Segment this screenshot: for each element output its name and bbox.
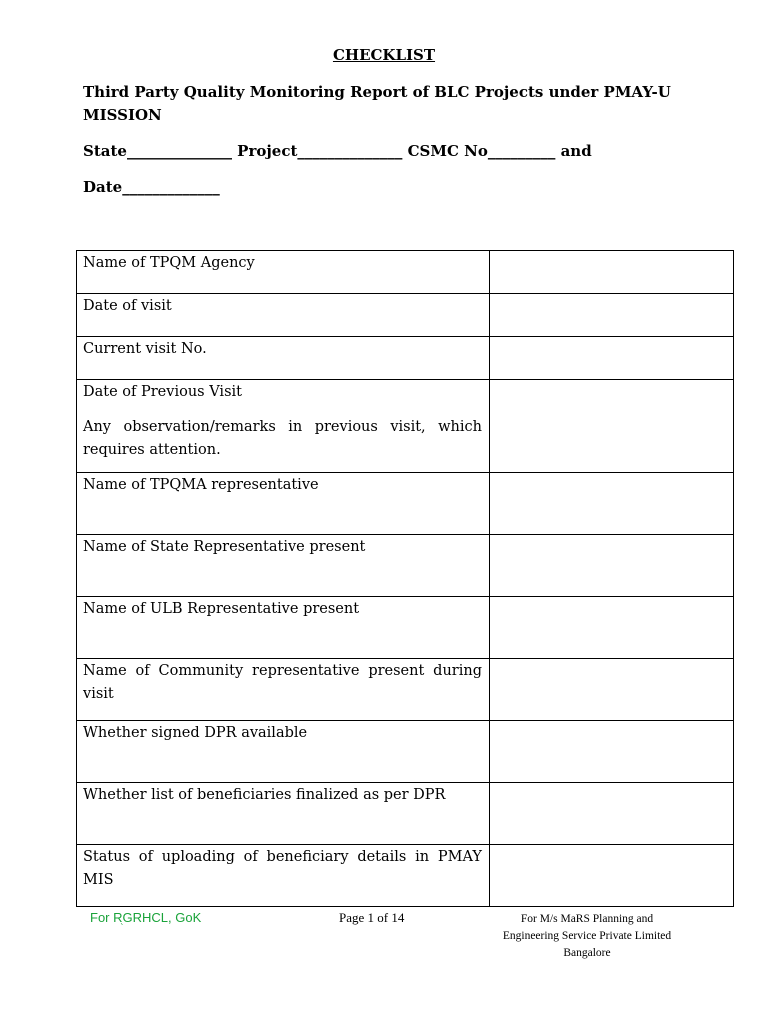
row-value [490, 845, 733, 846]
row-value-cell[interactable] [490, 721, 734, 783]
row-value [490, 473, 733, 474]
checklist-table [76, 250, 734, 907]
table-row [77, 783, 734, 845]
row-value-cell[interactable] [490, 535, 734, 597]
footer-right-line: For M/s MaRS Planning and [520, 913, 654, 925]
row-value-cell[interactable] [490, 251, 734, 294]
row-label: Whether list of beneficiaries finalized as per DPR [83, 787, 446, 803]
row-label-cell [77, 721, 490, 783]
row-value [490, 251, 733, 252]
date-field-line: Date_____________ [83, 178, 220, 196]
table-row [77, 473, 734, 535]
row-value [490, 721, 733, 722]
table-row [77, 251, 734, 294]
row-label: Current visit No. [83, 341, 207, 357]
row-label: Name of ULB Representative present [83, 601, 360, 617]
row-label: Name of Community representative present during visit [83, 663, 482, 702]
row-label-cell [77, 783, 490, 845]
row-label-cell [77, 845, 490, 907]
footer-mark: ` [120, 924, 125, 934]
row-value-cell[interactable] [490, 783, 734, 845]
row-value-cell[interactable] [490, 337, 734, 380]
table-row [77, 597, 734, 659]
row-label-cell [77, 251, 490, 294]
row-value-cell[interactable] [490, 597, 734, 659]
row-value [490, 659, 733, 660]
row-value-cell[interactable] [490, 294, 734, 337]
row-value [490, 597, 733, 598]
project-fields-line: State______________ Project______________ CSMC No_________ and [83, 142, 592, 160]
table-row [77, 845, 734, 907]
row-label: Date of Previous Visit [83, 384, 242, 400]
footer-right-text [487, 911, 687, 962]
row-value-cell[interactable] [490, 659, 734, 721]
row-value [490, 535, 733, 536]
row-value [490, 337, 733, 338]
report-title: Third Party Quality Monitoring Report of BLC Projects under PMAY-U MISSION [83, 83, 671, 124]
row-label-cell [77, 597, 490, 659]
row-label-cell [77, 535, 490, 597]
row-label-cell [77, 380, 490, 473]
footer-right-line: Bangalore [563, 947, 611, 959]
row-label-cell [77, 659, 490, 721]
row-value-cell[interactable] [490, 845, 734, 907]
footer-left-text: For RGRHCL, GoK [90, 910, 202, 925]
page-title: CHECKLIST [332, 46, 436, 64]
row-label-secondary: Any observation/remarks in previous visit, which requires attention. [83, 419, 482, 458]
row-label: Name of TPQM Agency [83, 255, 255, 271]
row-value [490, 380, 733, 381]
row-label-cell [77, 473, 490, 535]
page-number: Page 1 of 14 [339, 910, 405, 925]
row-value-cell[interactable] [490, 473, 734, 535]
row-label: Name of State Representative present [83, 539, 366, 555]
table-row [77, 337, 734, 380]
row-value [490, 783, 733, 784]
table-row [77, 380, 734, 473]
row-label: Name of TPQMA representative [83, 477, 319, 493]
row-label: Status of uploading of beneficiary details in PMAY MIS [83, 849, 482, 888]
table-row [77, 659, 734, 721]
table-row [77, 294, 734, 337]
table-row [77, 721, 734, 783]
row-label: Whether signed DPR available [83, 725, 308, 741]
row-label-cell [77, 294, 490, 337]
footer-right-line: Engineering Service Private Limited [502, 930, 672, 942]
table-row [77, 535, 734, 597]
row-label: Date of visit [83, 298, 172, 314]
row-label-cell [77, 337, 490, 380]
row-value-cell[interactable] [490, 380, 734, 473]
row-value [490, 294, 733, 295]
